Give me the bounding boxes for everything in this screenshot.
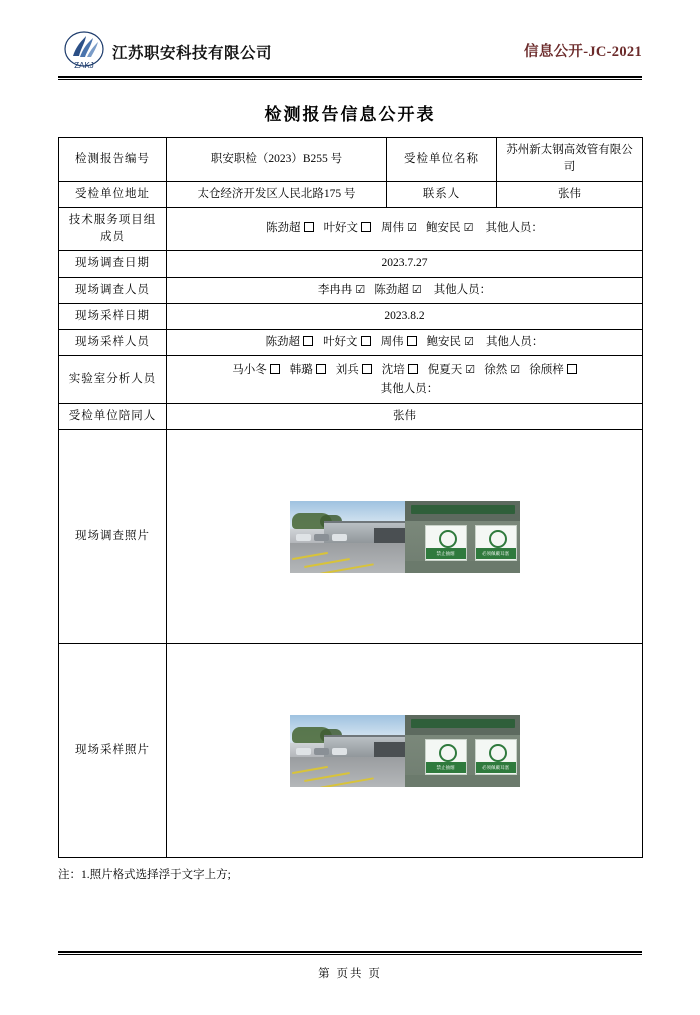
table-row — [59, 404, 643, 430]
sampling-date-label: 现场采样日期 — [59, 303, 167, 329]
lab-person-name-3: 沈培 — [381, 364, 405, 377]
lab-person-3 — [382, 361, 418, 381]
survey-person-name-1: 陈劲超 — [374, 283, 409, 296]
contact-value: 张伟 — [497, 181, 643, 207]
ear-protection-sign-2 — [475, 739, 517, 775]
survey-photo-label: 现场调查照片 — [59, 430, 167, 644]
contact-label: 联系人 — [387, 181, 497, 207]
table-row — [59, 138, 643, 182]
team-member-1 — [324, 220, 372, 237]
sampling-person-checkbox-0[interactable] — [303, 336, 313, 346]
ear-protection-sign-text: 必须佩戴耳塞 — [476, 548, 516, 559]
table-row — [59, 330, 643, 356]
team-members-value — [167, 207, 643, 251]
survey-date-label: 现场调查日期 — [59, 251, 167, 277]
company-logo-icon — [58, 30, 110, 74]
table-row — [59, 356, 643, 404]
lab-person-1 — [290, 361, 326, 381]
table-row — [59, 277, 643, 303]
lab-person-4 — [428, 361, 475, 381]
report-no-value: 职安职检（2023）B255 号 — [167, 138, 387, 182]
svg-text:ZAKJ: ZAKJ — [74, 61, 94, 70]
notes-text: 注：1.照片格式选择浮于文字上方; — [58, 869, 231, 882]
team-member-3 — [426, 220, 473, 237]
site-exterior-photo-2 — [290, 715, 405, 787]
survey-other-label: 其他人员： — [433, 283, 492, 296]
page-footer — [58, 954, 642, 981]
sampling-photo — [290, 715, 520, 787]
table-row — [59, 207, 643, 251]
lab-person-0 — [232, 361, 280, 381]
lab-person-name-4: 倪夏天 — [427, 364, 463, 377]
report-no-label: 检测报告编号 — [59, 138, 167, 182]
survey-photo — [290, 501, 520, 573]
survey-person-0 — [318, 282, 365, 299]
lab-person-checkbox-6[interactable] — [567, 364, 577, 374]
no-smoking-sign-text-2: 禁止抽烟 — [426, 762, 466, 773]
document-page — [0, 26, 700, 1015]
workshop-signage-photo — [405, 501, 520, 573]
lab-person-name-6: 徐颀梓 — [529, 364, 564, 377]
lab-person-name-5: 徐然 — [484, 364, 508, 377]
table-row — [59, 251, 643, 277]
lab-person-checkbox-checked-5[interactable]: ☑ — [510, 364, 521, 377]
lab-person-6 — [529, 361, 577, 381]
company-name: 江苏职安科技有限公司 — [112, 45, 273, 62]
lab-people-label: 实验室分析人员 — [59, 356, 167, 404]
page-header — [58, 26, 642, 78]
sampling-date-value: 2023.8.2 — [167, 303, 643, 329]
lab-person-name-1: 韩璐 — [289, 364, 313, 377]
sampling-person-0 — [266, 334, 314, 351]
sampling-people-value — [167, 330, 643, 356]
lab-person-checkbox-3[interactable] — [408, 364, 418, 374]
sampling-person-2 — [381, 334, 417, 351]
no-smoking-sign-2 — [425, 739, 467, 775]
client-address-label: 受检单位地址 — [59, 181, 167, 207]
sampling-person-name-1: 叶好文 — [323, 336, 358, 348]
survey-photo-cell — [167, 430, 643, 644]
no-smoking-sign-text: 禁止抽烟 — [426, 548, 466, 559]
workshop-signage-photo-2 — [405, 715, 520, 787]
sampling-person-1 — [323, 334, 371, 351]
sampling-person-checkbox-2[interactable] — [407, 336, 417, 346]
team-members-label: 技术服务项目组成员 — [59, 207, 167, 251]
header-divider — [58, 76, 642, 78]
sampling-person-3 — [427, 334, 474, 351]
client-name-label: 受检单位名称 — [387, 138, 497, 182]
team-member-2 — [381, 220, 416, 237]
lab-people-value — [167, 356, 643, 404]
report-info-table — [58, 137, 643, 858]
sampling-photo-label: 现场采样照片 — [59, 644, 167, 858]
page-title: 检测报告信息公开表 — [264, 105, 436, 124]
ear-protection-sign-text-2: 必须佩戴耳塞 — [476, 762, 516, 773]
team-member-checkbox-0[interactable] — [304, 222, 314, 232]
lab-person-checkbox-0[interactable] — [270, 364, 280, 374]
footer-divider — [58, 954, 642, 955]
survey-date-value: 2023.7.27 — [167, 251, 643, 277]
site-exterior-photo — [290, 501, 405, 573]
survey-person-1 — [374, 282, 421, 299]
table-row-survey-photo — [59, 430, 643, 644]
escort-label: 受检单位陪同人 — [59, 404, 167, 430]
survey-person-checkbox-checked-1[interactable]: ☑ — [411, 283, 422, 296]
lab-other-label: 其他人员： — [380, 382, 439, 395]
lab-person-name-2: 刘兵 — [335, 364, 359, 377]
lab-person-name-0: 马小冬 — [232, 364, 267, 377]
sampling-person-name-3: 鲍安民 — [426, 336, 462, 348]
survey-person-name-0: 李冉冉 — [317, 283, 353, 296]
sampling-person-checkbox-checked-3[interactable]: ☑ — [464, 336, 474, 348]
survey-people-value — [167, 277, 643, 303]
client-address-value: 太仓经济开发区人民北路175 号 — [167, 181, 387, 207]
sampling-people-label: 现场采样人员 — [59, 330, 167, 356]
team-member-name-0: 陈劲超 — [266, 222, 301, 235]
sampling-person-name-2: 周伟 — [380, 336, 404, 348]
no-smoking-sign — [425, 525, 467, 561]
team-member-0 — [266, 220, 314, 237]
team-other-label: 其他人员： — [485, 222, 543, 235]
document-code: 信息公开-JC-2021 — [524, 44, 642, 60]
sampling-person-name-0: 陈劲超 — [265, 336, 301, 348]
team-member-checkbox-1[interactable] — [361, 222, 371, 232]
lab-person-5 — [484, 361, 519, 381]
table-row-sampling-photo — [59, 644, 643, 858]
table-row — [59, 303, 643, 329]
team-member-name-3: 鲍安民 — [426, 222, 461, 235]
lab-person-checkbox-2[interactable] — [362, 364, 372, 374]
survey-person-checkbox-checked-0[interactable]: ☑ — [355, 283, 366, 296]
sampling-person-checkbox-1[interactable] — [361, 336, 371, 346]
team-member-checkbox-checked-2[interactable]: ☑ — [407, 222, 417, 235]
lab-person-checkbox-1[interactable] — [316, 364, 326, 374]
lab-person-2 — [336, 361, 372, 381]
sampling-other-label: 其他人员： — [485, 336, 544, 348]
team-member-name-1: 叶好文 — [323, 222, 359, 235]
escort-value: 张伟 — [167, 404, 643, 430]
ear-protection-sign — [475, 525, 517, 561]
sampling-photo-cell — [167, 644, 643, 858]
survey-people-label: 现场调查人员 — [59, 277, 167, 303]
lab-person-checkbox-checked-4[interactable]: ☑ — [465, 364, 476, 377]
team-member-checkbox-checked-3[interactable]: ☑ — [463, 222, 474, 235]
client-name-value: 苏州新太钢高效管有限公司 — [497, 138, 643, 182]
team-member-name-2: 周伟 — [381, 222, 405, 235]
page-number: 第 页共 页 — [318, 968, 382, 980]
table-row — [59, 181, 643, 207]
